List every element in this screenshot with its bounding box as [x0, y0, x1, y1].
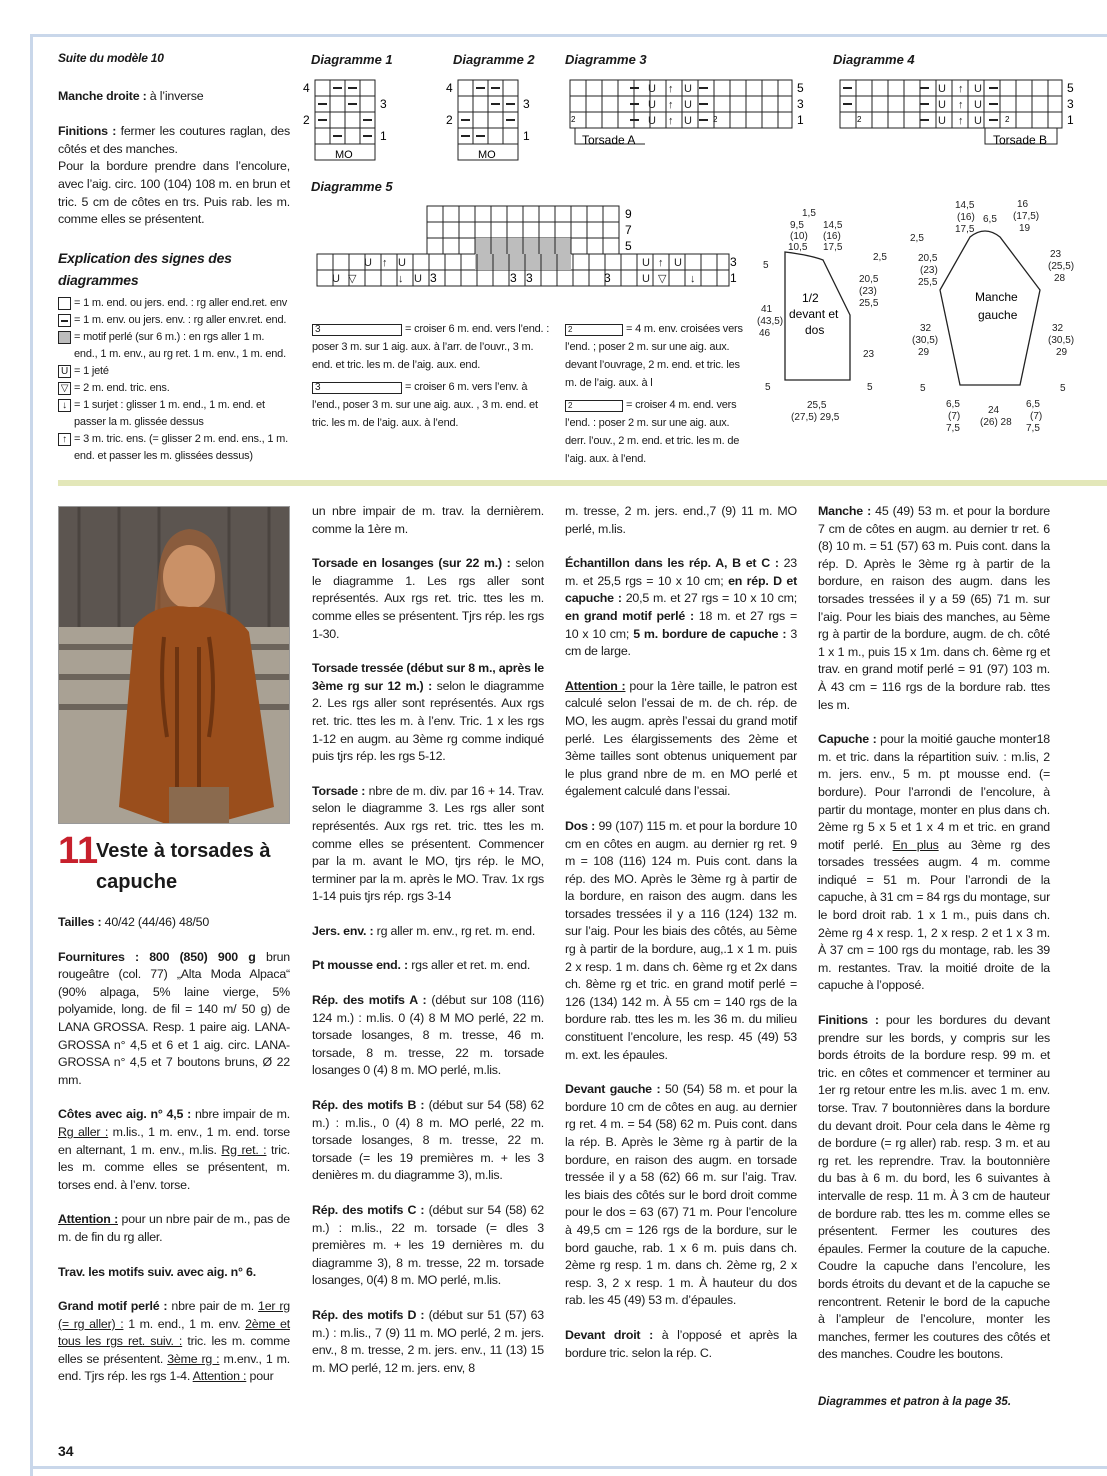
jers-paragraph: Jers. env. : rg aller m. env., rg ret. m. end. [312, 923, 536, 938]
body-schematic [755, 200, 895, 430]
measure-label: (25,5) [1048, 261, 1075, 272]
row-label: 3 [1067, 97, 1074, 111]
legend-item: U = 1 jeté [58, 363, 290, 380]
svg-text:U: U [974, 115, 982, 127]
attention-paragraph: Attention : pour un nbre pair de m., pas de m. de fin du rg aller. [58, 1212, 290, 1244]
cable-label: 2 [1005, 115, 1010, 124]
paragraph: un nbre impair de m. trav. la dernièrem. comme la 1ère m. [312, 504, 544, 536]
cable-label: 3 [526, 271, 533, 285]
torsade-paragraph: Torsade : nbre de m. div. par 16 + 14. Trav. selon le diagramme 3. Les rgs aller sont représentés. Aux rgs ret. tric. ttes les m. comme elles se présentent. Commencer par la m. avant le MO, tjrs rép. le MO, terminer par la m. après le MO. Trav. 1x rgs 1-14 puis tjrs rép. rgs 3-14 [312, 783, 544, 904]
row-label: 4 [303, 81, 310, 95]
measure-label: 7,5 [946, 423, 960, 434]
measure-label: 23 [863, 349, 875, 360]
svg-text:↑: ↑ [382, 257, 388, 269]
svg-text:↑: ↑ [958, 99, 964, 111]
grand-motif-paragraph: Grand motif perlé : nbre pair de m. 1er rg (= rg aller) : 1 m. end., 1 m. env. 2ème et tous les rgs ret. suiv. : tric. les m. comme elles se présentent. 3ème rg : m.env., 1 m. end. Tjrs rép. les rgs 1-4. Attention : pour [58, 1299, 291, 1384]
legend-item: ↓ = 1 surjet : glisser 1 m. end., 1 m. end. et passer la m. glissée dessus [58, 397, 290, 431]
schematic-label: 1/2 [802, 291, 819, 305]
measure-label: 19 [1019, 223, 1031, 234]
measure-label: 23 [1050, 249, 1062, 260]
diagram-1-title: Diagramme 1 [311, 52, 393, 67]
page-frame-bottom [30, 1466, 1107, 1469]
sleeve-schematic [900, 195, 1085, 435]
measure-label: 46 [759, 328, 771, 339]
rep-b-paragraph: Rép. des motifs B : (début sur 54 (58) 62 m.) : m.lis., 0 (4) 8 m. MO perlé, 22 m. torsade losanges, 8 m. tresse, 22 m. torsade (= les 19 premières m. + les 3 denières m. du diagramme 3), m.lis. [312, 1098, 544, 1183]
measure-label: 5 [1060, 383, 1066, 394]
devant-gauche-paragraph: Devant gauche : 50 (54) 58 m. et pour la bordure 10 cm de côtes en aug. au dernier rg ret. 4 m. = 54 (58) 62 m. Puis cont. dans la rép. B. Après le 3ème rg à partir de la bordure, en raison des augm. en torsade tressée il y a 58 (62) 66 m. sur l’aig. Trav. les biais des côtés sur le bord droit comme pour le dos = 63 (67) 71 m. Pour l’encolure à 49,5 cm = 126 rgs de la bordure, sur le bord gauche, rab. 1 x 6 m. puis dans ch. 2ème rg resp. 1 m. dans ch. 2ème rg, 2 x resp. 3, 2 x resp. 1 m. À hauteur du dos rab. les 45 (49) 53 m. d’épaules. [565, 1082, 797, 1308]
measure-label: (16) [957, 212, 975, 223]
diagram-3-chart [565, 76, 815, 152]
measure-label: 5 [763, 260, 769, 271]
measure-label: 28 [1054, 273, 1066, 284]
svg-text:U: U [642, 273, 650, 285]
measure-label: 25,5 [918, 277, 938, 288]
svg-text:U: U [364, 257, 372, 269]
measure-label: 41 [761, 304, 773, 315]
page-frame-left [30, 34, 33, 1476]
continued-heading: Suite du modèle 10 [58, 51, 164, 65]
cable-label: 3 [510, 271, 517, 285]
model-photo [58, 506, 290, 824]
arrow-down-box-icon: ↓ [58, 399, 71, 412]
row-label: 4 [446, 81, 453, 95]
bordure-paragraph: Pour la bordure prendre dans l’encolure, avec l’aig. circ. 100 (104) 108 m. en brun et tric. 5 cm de côtes en trs. Puis rab. les m. comme elles se présentent. [58, 159, 290, 227]
measure-label: 14,5 [823, 220, 843, 231]
column-2 [312, 503, 544, 1377]
measure-label: 5 [867, 382, 873, 393]
svg-text:▽: ▽ [348, 273, 357, 285]
svg-text:U: U [974, 83, 982, 95]
finitions-paragraph: Finitions : pour les bordures du devant prendre sur les bords, y compris sur les bords étroits de la bordure resp. 99 m. et tric. en côtes et commencer et terminer au 1er rg retour entre les m.lis. avec 1 m. env. torse. Trav. 7 boutonnières dans la bordure du devant droit. Pour cela dans le 4ème rg de bordure (= rg aller) rab. resp. 3 m. et au rg ret. les reprendre. Trav. la boutonnière du bas à 6 m. du bord, les 6 suivantes à intervalle de resp. 11 m. À 3 cm de hauteur de bordure rab. ttes les m. comme elles se présentent. Fermer les coutures des épaules. Fermer la couture de la capuche. Coudre la capuche dans l’encolure, les bords étroits du devant et de la capuche se rencontrent. Retenir le bord de la capuche à l’ampleur de l’encolure, monter les manches, fermer les coutures des côtés et des manches. Coudre les boutons. [818, 1013, 1051, 1362]
torsade-a-label: Torsade A [582, 133, 636, 147]
diagram-1-chart [300, 76, 410, 166]
empty-box-icon [58, 297, 71, 310]
measure-label: (27,5) 29,5 [791, 412, 840, 423]
page-number: 34 [58, 1443, 74, 1459]
section-divider [58, 480, 1107, 486]
rep-c-paragraph: Rép. des motifs C : (début sur 54 (58) 62 m.) : m.lis., 22 m. torsade (= dles 3 premières m. + les 19 dernières m. du diagramme 3), 8 m. tresse, 22 m. torsade losanges, 0(4) 8 m. MO perlé, m.lis. [312, 1203, 544, 1288]
u-box-icon: U [58, 365, 71, 378]
diagram-4-chart [835, 76, 1085, 152]
svg-text:U: U [674, 257, 682, 269]
row-label: 5 [1067, 81, 1074, 95]
row-label: 1 [380, 129, 387, 143]
measure-label: 29 [1056, 347, 1068, 358]
svg-text:U: U [684, 115, 692, 127]
legend-item: ↑ = 3 m. tric. ens. (= glisser 2 m. end. ens., 1 m. end. et passer les m. glissées dessus) [58, 431, 290, 465]
cable-label: 3 [604, 271, 611, 285]
schematic-label: devant et [789, 307, 839, 321]
cable-label: 3 [430, 271, 437, 285]
svg-text:↑: ↑ [958, 83, 964, 95]
svg-text:↓: ↓ [398, 273, 404, 285]
manche-paragraph: Manche : 45 (49) 53 m. et pour la bordure 7 cm de côtes en augm. au dernier tr ret. 6 (8) 10 m. = 51 (57) 63 m. Puis cont. dans la rép. D. Après le 3ème rg à partir de la bordure, en raison des augm. dans les torsades tressées il y a 59 (65) 71 m. sur l’aig. Pour les biais des manches, au 5ème rg à partir de la bordure, augm. de ch. côté 1 x 1 m., puis 15 x 1m. dans ch. 6ème rg et trav. en grand motif perlé = 91 (97) 103 m. À 43 cm = 116 rgs de la bordure rab. ttes les m. [818, 504, 1050, 712]
measure-label: (23) [859, 286, 877, 297]
mo-label: MO [335, 149, 353, 161]
paragraph: m. tresse, 2 m. jers. end.,7 (9) 11 m. MO perlé, m.lis. [565, 504, 797, 536]
diagram-2-chart [443, 76, 553, 166]
schematic-label: Manche [975, 290, 1018, 304]
echantillon-paragraph: Échantillon dans les rép. A, B et C : 23 m. et 25,5 rgs = 10 x 10 cm; en rép. D et capuche : 20,5 m. et 27 rgs = 10 x 10 cm; en grand motif perlé : 18 m. et 27 rgs = 10 x 10 cm; 5 m. bordure de capuche : 3 cm de large. [565, 556, 798, 659]
measure-label: 29 [918, 347, 930, 358]
row-label: 1 [797, 113, 804, 127]
svg-text:↑: ↑ [958, 115, 964, 127]
svg-text:U: U [332, 273, 340, 285]
dash-box-icon [58, 314, 71, 327]
cable-note: 3 = croiser 6 m. vers l’env. à l’end., poser 3 m. sur une aig. aux. , 3 m. end. et tric. les m. de l’aig. aux. à l’end. [312, 381, 538, 429]
measure-label: 7,5 [1026, 423, 1040, 434]
measure-label: 17,5 [823, 242, 843, 253]
measure-label: (16) [823, 231, 841, 242]
arrow-up-box-icon: ↑ [58, 433, 71, 446]
cable-notes-right [565, 320, 750, 468]
svg-text:U: U [938, 99, 946, 111]
measure-label: 5 [765, 382, 771, 393]
column-1 [58, 914, 290, 1386]
tressee-paragraph: Torsade tressée (début sur 8 m., après le 3ème rg sur 12 m.) : selon le diagramme 2. Les rgs aller sont représentés. Aux rgs ret. tric. ttes les m. à l’env. Tric. 1 x les rgs 1-12 en augm. au 3ème rg comme indiqué puis tjrs rép. les rgs 5-12. [312, 661, 544, 764]
cotes-paragraph: Côtes avec aig. n° 4,5 : nbre impair de m. Rg aller : m.lis., 1 m. env., 1 m. end. torse en alternant, 1 m. env., m.lis. Rg ret. : tric. les m. comme elles se présentent, m. torses end. à l’env. torse. [58, 1107, 290, 1192]
svg-text:U: U [648, 83, 656, 95]
measure-label: 32 [920, 323, 932, 334]
measure-label: 9,5 [790, 220, 804, 231]
measure-label: 25,5 [807, 400, 827, 411]
legend-item: = motif perlé (sur 6 m.) : en rgs aller 1 m. end., 1 m. env., au rg ret. 1 m. env., 1 m. end. [58, 329, 290, 363]
diagram-5-chart [312, 202, 752, 292]
measure-label: (30,5) [1048, 335, 1075, 346]
knitwear-photo-image [59, 507, 290, 824]
measure-label: 25,5 [859, 298, 879, 309]
model-number: 11 [58, 830, 99, 872]
row-label: 3 [730, 255, 737, 269]
measure-label: 14,5 [955, 200, 975, 211]
schematic-label: gauche [978, 308, 1018, 322]
measure-label: 16 [1017, 199, 1029, 210]
row-label: 1 [1067, 113, 1074, 127]
svg-text:▽: ▽ [658, 273, 667, 285]
svg-text:U: U [642, 257, 650, 269]
measure-label: 32 [1052, 323, 1064, 334]
grey-box-icon [58, 331, 71, 344]
cable-note: 2 = croiser 4 m. end. vers l’end. : poser 2 m. sur une aig. aux. derr. l’ouv., 2 m. end. et tric. les m. de l’aig. aux. à l’end. [565, 399, 740, 465]
measure-label: 2,5 [873, 252, 887, 263]
cable-note: 3 = croiser 6 m. end. vers l’end. : poser 3 m. sur 1 aig. aux. à l’arr. de l’ouvr., 3 m. end. et tric. les m. de l’aig. aux. end. [312, 323, 550, 371]
row-label: 1 [730, 271, 737, 285]
attention-paragraph: Attention : pour la 1ère taille, le patron est calculé selon l’essai de m. de ch. rép. de MO, les augm. après l’essai du grand motif perlé. Les élargissements des 2ème et 3ème tailles sont obtenus uniquement par le plus grand nbre de m. en MO perlé et également calculé dans l’essai. [565, 678, 797, 799]
measure-label: 24 [988, 405, 1000, 416]
row-label: 2 [303, 113, 310, 127]
svg-text:U: U [648, 99, 656, 111]
rep-d-paragraph: Rép. des motifs D : (début sur 51 (57) 63 m.) : m.lis., 7 (9) 11 m. MO perlé, 2 m. jers. env., 8 m. tresse, 2 m. jers. env., 11 (13) 15 m. MO perlé, 12 m. jers. env, 8 [312, 1307, 544, 1375]
triangle-box-icon: ▽ [58, 382, 71, 395]
column-3 [565, 503, 797, 1362]
row-label: 5 [625, 239, 632, 253]
finitions-paragraph: Finitions : fermer les coutures raglan, des côtés et des manches. [58, 124, 290, 156]
measure-label: 6,5 [946, 399, 960, 410]
measure-label: 10,5 [788, 242, 808, 253]
svg-text:↓: ↓ [690, 273, 696, 285]
svg-text:U: U [938, 115, 946, 127]
measure-label: 6,5 [983, 214, 997, 225]
svg-text:↑: ↑ [668, 99, 674, 111]
torsade-b-label: Torsade B [993, 133, 1048, 147]
row-label: 5 [797, 81, 804, 95]
svg-text:U: U [974, 99, 982, 111]
tailles-paragraph: Tailles : 40/42 (44/46) 48/50 [58, 915, 210, 929]
cable-notes-left [312, 320, 550, 432]
cable-label: 2 [571, 115, 576, 124]
cable-label: 2 [857, 115, 862, 124]
row-label: 2 [446, 113, 453, 127]
svg-text:↑: ↑ [658, 257, 664, 269]
measure-label: (10) [790, 231, 808, 242]
page-frame-top [30, 34, 1107, 37]
legend-list [58, 295, 290, 465]
diagram-2-title: Diagramme 2 [453, 52, 535, 67]
svg-text:↑: ↑ [668, 83, 674, 95]
measure-label: 5 [920, 383, 926, 394]
svg-text:U: U [938, 83, 946, 95]
svg-text:U: U [648, 115, 656, 127]
row-label: 9 [625, 207, 632, 221]
row-label: 1 [523, 129, 530, 143]
cable-note: 2 = 4 m. env. croisées vers l’end. ; poser 2 m. sur une aig. aux. devant l’ouvrage, 2 m. end. et tric. les m. de l’aig. aux. à l [565, 323, 743, 389]
mo-label: MO [478, 149, 496, 161]
measure-label: 2,5 [910, 233, 924, 244]
row-label: 7 [625, 223, 632, 237]
diagram-5-title: Diagramme 5 [311, 179, 393, 194]
measure-label: 6,5 [1026, 399, 1040, 410]
manche-droite-paragraph: Manche droite : à l’inverse [58, 88, 204, 103]
legend-item: = 1 m. end. ou jers. end. : rg aller end.ret. env [58, 295, 290, 312]
footer-note: Diagrammes et patron à la page 35. [818, 1396, 1012, 1408]
legend-item: ▽ = 2 m. end. tric. ens. [58, 380, 290, 397]
diagram-3-title: Diagramme 3 [565, 52, 647, 67]
measure-label: (7) [948, 411, 961, 422]
losanges-paragraph: Torsade en losanges (sur 22 m.) : selon le diagramme 1. Les rgs aller sont représentés. Aux rgs ret. tric. ttes les m. comme elles se présentent. Tjrs rép. les rgs 1-30. [312, 556, 544, 641]
row-label: 3 [797, 97, 804, 111]
measure-label: 20,5 [918, 253, 938, 264]
legend-title: Explication des signes des diagrammes [58, 249, 232, 288]
svg-text:↑: ↑ [668, 115, 674, 127]
measure-label: (7) [1030, 411, 1043, 422]
measure-label: 1,5 [802, 208, 816, 219]
legend-item: = 1 m. env. ou jers. env. : rg aller env.ret. end. [58, 312, 290, 329]
devant-droit-paragraph: Devant droit : à l’opposé et après la bordure tric. selon la rép. C. [565, 1327, 797, 1360]
column-4 [818, 503, 1050, 1364]
svg-text:U: U [684, 99, 692, 111]
top-left-column [58, 50, 290, 465]
schematic-label: dos [805, 323, 825, 337]
measure-label: (23) [920, 265, 938, 276]
measure-label: (17,5) [1013, 211, 1040, 222]
measure-label: (26) 28 [980, 417, 1012, 428]
cable-label: 2 [713, 115, 718, 124]
diagram-4-title: Diagramme 4 [833, 52, 915, 67]
model-title: Veste à torsades à capuche [96, 840, 271, 893]
measure-label: 17,5 [955, 224, 975, 235]
dos-paragraph: Dos : 99 (107) 115 m. et pour la bordure 10 cm en côtes en augm. au dernier rg ret. 9 m = 108 (116) 124 m. Puis cont. dans la rép. des MO. Après le 3ème rg à partir de la bordure, en raison des augm. dans les torsades tressées il y a 116 (124) 132 m. sur l’aig. Pour les biais des côtés, au 5ème rg à partir de la bordure, aug,.1 x 1 m. puis 2 x resp. 1 m. dans ch. 6ème rg et 2x dans ch. 8ème rg et tric. en grand motif perlé = 126 (134) 142 m. À 55 cm = 140 rgs de la bordure rab. ttes les m. les 36 m. du milieu constituent l’encolure, les resp. 45 (49) 53 m. ext. les épaules. [565, 818, 797, 1062]
svg-text:U: U [414, 273, 422, 285]
mousse-paragraph: Pt mousse end. : rgs aller et ret. m. end. [312, 958, 531, 973]
measure-label: 20,5 [859, 274, 879, 285]
svg-text:U: U [684, 83, 692, 95]
measure-label: (43,5) [757, 316, 784, 327]
trav-paragraph: Trav. les motifs suiv. avec aig. n° 6. [58, 1264, 256, 1279]
row-label: 3 [523, 97, 530, 111]
row-label: 3 [380, 97, 387, 111]
fournitures-paragraph: Fournitures : 800 (850) 900 g brun rougeâtre (col. 77) „Alta Moda Alpaca“ (90% alpaga, 5% laine vierge, 5% polyamide, long. de fil = 140 m/ 50 g) de LANA GROSSA. Resp. 1 paire aig. LANA-GROSSA n° 4,5 et 6 et 1 aig. circ. LANA-GROSSA n° 4,5 et 7 boutons bruns, Ø 22 mm. [58, 949, 291, 1087]
capuche-paragraph: Capuche : pour la moitié gauche monter18 m. et tric. dans la répartition suiv. : m.lis, 2 m. jers. env., 5 m. pt mousse end. (= bordure). Pour l’arrondi de l’encolure, à partir du montage, monter en plus dans ch. 2ème rg 5 x 5 et 1 x 4 m et tric. en grand motif perlé. En plus au 3ème rg des torsades tressées augm. 4 m. comme indiqué = 51 m. Pour l’arrondi de la capuche, à 31 cm = 84 rgs du montage, sur le bord droit rab. 1 x 1 m., puis dans ch. 2ème rg 4 x resp. 1, 2 x resp. 2 et 1 x 3 m. À 37 cm = 100 rgs du montage, rab. les 39 m. restantes. Trav. la moitié droite de la capuche à l’opposé. [818, 732, 1050, 993]
rep-a-paragraph: Rép. des motifs A : (début sur 108 (116) 124 m.) : m.lis. 0 (4) 8 M MO perlé, 22 m. torsade losanges, 8 m. tresse, 46 m. torsade, 8 m. tresse, 22 m. torsade losanges 0 (4) 8 m. MO perlé, m.lis. [312, 993, 544, 1078]
svg-text:U: U [398, 257, 406, 269]
measure-label: (30,5) [912, 335, 939, 346]
